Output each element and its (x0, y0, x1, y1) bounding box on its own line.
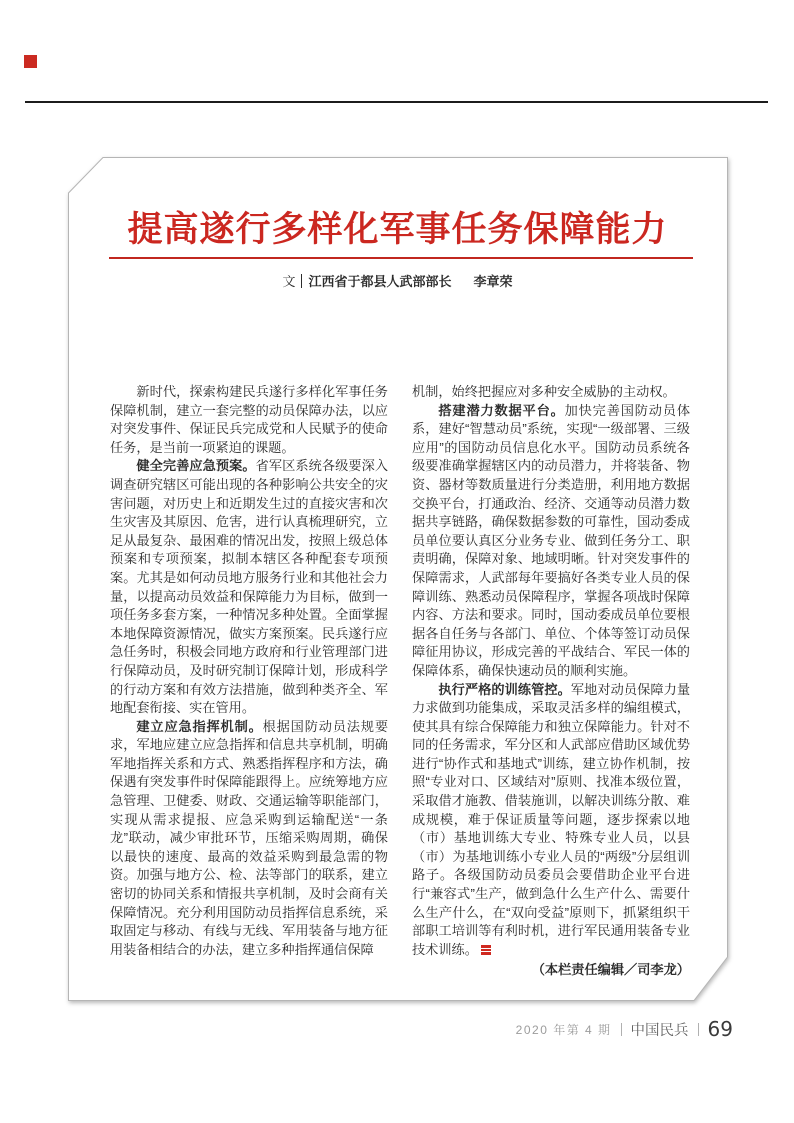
paragraph-text: 省军区系统各级要深入调查研究辖区可能出现的各种影响公共安全的灾害问题，对历史上和近期发生过的直接灾害和次生灾害及其原因、危害，进行认真梳理研究，立足从最复杂、最困难的情况出发，按照上级总体预案和专项预案，拟制本辖区各种配套专项预案。尤其是如何动员地方服务行业和其他社会力量，以提高动员效益和保障能力为目标，做到一项任务多套方案，一种情况多种处置。全面掌握本地保障资源情况，做实方案预案。民兵遂行应急任务时，积极会同地方政府和行业管理部门进行保障动员，及时研究制订保障计划，形成科学的行动方案和有效方法措施，做到种类齐全、军地配套衔接、实在管用。 (110, 458, 389, 716)
editor-note: （本栏责任编辑／司李龙） (531, 962, 690, 978)
paragraph (110, 457, 388, 717)
paragraph-text: 新时代，探索构建民兵遂行多样化军事任务保障机制，建立一套完整的动员保障办法，以应对突发事件、保证民兵完成党和人民赋予的使命任务，是当前一项紧迫的课题。 (110, 384, 388, 455)
corner-marker (24, 55, 37, 68)
title-rule (109, 257, 693, 259)
footer-page-number: 69 (707, 1017, 733, 1041)
article-title: 提高遂行多样化军事任务保障能力 (127, 210, 668, 249)
paragraph (412, 402, 690, 681)
paragraph-text: 机制，始终把握应对多种安全威胁的主动权。 (412, 384, 676, 399)
left-column (110, 383, 388, 980)
paragraph-text: 军地对动员保障力量力求做到功能集成，采取灵活多样的编组模式，使其具有综合保障能力和独立保障能力。针对不同的任务需求，军分区和人武部应借助区域优势进行“协作式和基地式”训练，建立协作机制，按照“专业对口、区域结对”原则、找准本级位置，采取借才施教、借装施训，以解决训练分散、难成规模，难于保证质量等问题，逐步探索以地（市）基地训练大专业、特殊专业人员，以县（市）为基地训练小专业人员的“两级”分层组训路子。各级国防动员委员会要借助企业平台进行“兼容式”生产，做到急什么生产什么、需要什么生产什么，在“双向受益”原则下，抓紧组织干部职工培训等有利时机，进行军民通用装备专业技术训练。 (412, 681, 691, 957)
byline-author: 李章荣 (473, 274, 513, 289)
footer-magazine-name: 中国民兵 (630, 1022, 689, 1039)
page-footer (516, 1016, 733, 1042)
footer-divider (698, 1023, 699, 1036)
paragraph-lead: 建立应急指挥机制。 (136, 718, 263, 734)
byline-prefix: 文 (282, 274, 296, 289)
byline (68, 271, 727, 290)
article-body (110, 383, 690, 980)
header-rule (25, 101, 768, 103)
paragraph-text: 加快完善国防动员体系，建好“智慧动员”系统，实现“一级部署、三级应用”的国防动员信息化水平。国防动员系统各级要准确掌握辖区内的动员潜力，并将装备、物资、器材等数质量进行分类造册，利用地方数据交换平台，打通政治、经济、交通等动员潜力数据共享链路，确保数据参数的可靠性，国动委成员单位要认真区分业务专业、做到任务分工、职责明确，保障对象、地域明晰。针对突发事件的保障需求，人武部每年要搞好各类专业人员的保障训练、熟悉动员保障程序，掌握各项战时保障内容、方法和要求。同时，国动委成员单位要根据各自任务与各部门、单位、个体等签订动员保障征用协议，形成完善的平战结合、军民一体的保障体系，确保快速动员的顺利实施。 (412, 402, 691, 678)
paragraph-text: 根据国防动员法规要求，军地应建立应急指挥和信息共享机制，明确军地指挥关系和方式、熟悉指挥程序和方法，确保遇有突发事件时保障能跟得上。应统筹地方应急管理、卫健委、财政、交通运输等职能部门，实现从需求提报、应急采购到运输配送“一条龙”联动，减少审批环节，压缩采购周期，确保以最快的速度、最高的效益采购到最急需的物资。加强与地方公、检、法等部门的联系，建立密切的协同关系和情报共享机制，及时会商有关保障情况。充分利用国防动员指挥信息系统，采取固定与移动、有线与无线、军用装备与地方征用装备相结合的办法，建立多种指挥通信保障 (110, 718, 389, 957)
right-column (412, 383, 690, 980)
footer-issue: 2020 年第 4 期 (515, 1022, 612, 1037)
footer-divider (621, 1023, 622, 1036)
paragraph (110, 383, 388, 457)
byline-author-title: 江西省于都县人武部部长 (308, 274, 452, 289)
paragraph-lead: 搭建潜力数据平台。 (438, 402, 565, 418)
byline-divider (301, 274, 302, 288)
paragraph (412, 681, 690, 960)
article-card (68, 157, 727, 1000)
paragraph-lead: 健全完善应急预案。 (136, 458, 256, 474)
paragraph (110, 718, 388, 960)
article-end-mark-icon (481, 945, 491, 955)
paragraph-lead: 执行严格的训练管控。 (438, 681, 571, 697)
paragraph (412, 383, 690, 402)
